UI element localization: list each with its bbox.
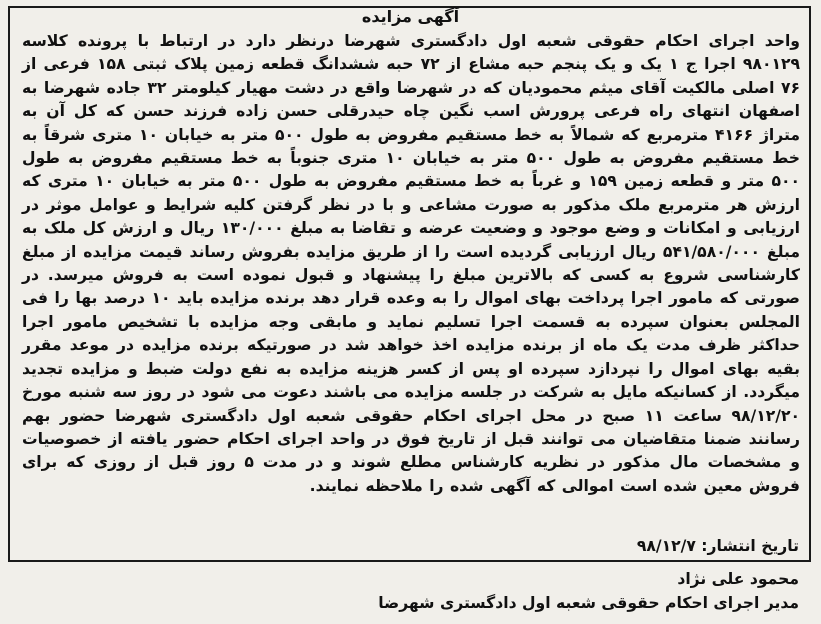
notice-body: واحد اجرای احکام حقوقی شعبه اول دادگستری شهرضا درنظر دارد در ارتباط با پرونده کلاسه ۹۸۰۱۲۹ اجرا ج ۱ یک و یک پنجم حبه مشاع از ۷۲ حبه ششدانگ قطعه زمین پلاک ثبتی ۱۵۸ فرعی از ۷۶ اصلی مالکیت آقای میثم محمودیان که در شهرضا واقع در دشت مهیار کیلومتر ۳۲ جاده شهرضا به اصفهان انتهای راه فرعی پرورش اسب نگین چاه حیدرقلی حسن زاده فرزند حسن که کل آن به متراژ ۴۱۶۶ مترمربع که شمالاً به خط مستقیم مفروض به طول ۵۰۰ متر به خیابان ۱۰ متری شرقاً به خط مستقیم مفروض به طول ۵۰۰ متر به خیابان ۱۰ متری جنوباً به خط مستقیم مفروض به طول ۵۰۰ متر و قطعه زمین ۱۵۹ و غرباً به خط مستقیم مفروض به طول ۵۰۰ متر به خیابان ۱۰ متری که ارزش هر مترمربع ملک مذکور به صورت مشاعی و با در نظر گرفتن کلیه شرایط و عوامل موثر در ارزیابی و امکانات و وضع موجود و وضعیت عرضه و تقاضا به مبلغ ۱۳۰/۰۰۰ ریال و ارزش کل ملک به مبلغ ۵۴۱/۵۸۰/۰۰۰ ریال ارزیابی گردیده است را از طریق مزایده بفروش رساند قیمت مزایده از مبلغ کارشناسی شروع به کسی که بالاترین مبلغ را پیشنهاد و قبول نموده است به فروش میرسد. در صورتی که مامور اجرا پرداخت بهای اموال را به وعده قرار دهد برنده مزایده باید ۱۰ درصد بها را فی المجلس بعنوان سپرده به قسمت اجرا تسلیم نماید و مابقی وجه مزایده با تشخیص مامور اجرا حداکثر ظرف مدت یک ماه از برنده مزایده اخذ خواهد شد در صورتیکه برنده مزایده در موعد مقرر بقیه بهای اموال را نپردازد سپرده او پس از کسر هزینه مزایده به نفع دولت ضبط و مزایده تجدید میگردد. از کسانیکه مایل به شرکت در جلسه مزایده می باشند دعوت می شود در روز سه شنبه مورخ ۹۸/۱۲/۲۰ ساعت ۱۱ صبح در محل اجرای احکام حقوقی شعبه اول دادگستری شهرضا حضور بهم رسانند ضمنا متقاضیان می توانند قبل از تاریخ فوق در واحد اجرای احکام حضور یافته از خصوصیات و مشخصات مال مذکور در نظریه کارشناس مطلع شوند و در مدت ۵ روز قبل از روزی که برای فروش معین شده است اموالی که آگهی شده را ملاحظه نمایند. — [22, 32, 801, 495]
publish-date: تاریخ انتشار: ۹۸/۱۲/۷ — [636, 537, 799, 555]
signatory-name: محمود علی نژاد — [677, 570, 799, 588]
notice-title: آگهی مزایده — [361, 7, 460, 26]
signatory-title: مدیر اجرای احکام حقوقی شعبه اول دادگستری شهرضا — [378, 594, 799, 612]
